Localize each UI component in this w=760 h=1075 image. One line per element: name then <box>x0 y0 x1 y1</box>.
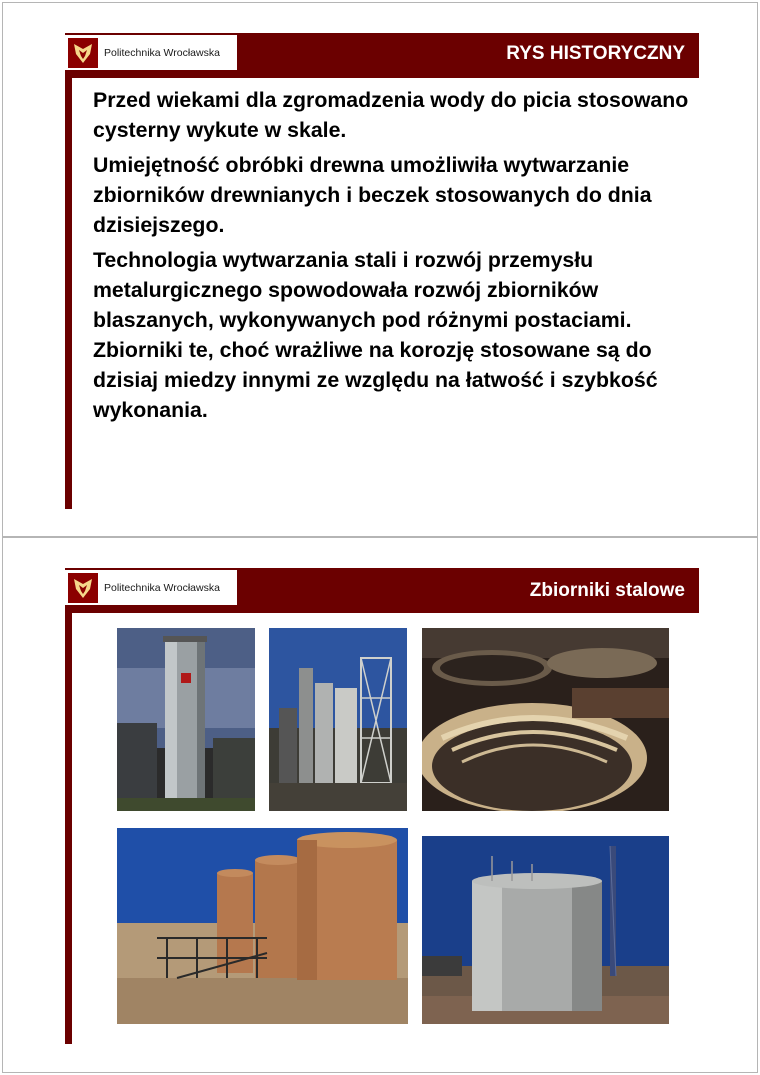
photo-silver-storage-tank <box>422 836 669 1024</box>
slide-1 <box>2 2 758 537</box>
paragraph-3: Technologia wytwarzania stali i rozwój przemysłu metalurgicznego spowodowała rozwój zbiorników blaszanych, wykonywanych pod różnymi postaciami. <box>93 248 632 332</box>
institution-name: Politechnika Wrocławska <box>104 581 220 594</box>
photo-tall-steel-silo <box>117 628 255 811</box>
photo-tank-under-construction <box>422 628 669 811</box>
slide-2-title: Zbiorniki stalowe <box>529 580 685 601</box>
paragraph-1: Przed wiekami dla zgromadzenia wody do picia stosowano cysterny wykute w skale. <box>93 88 689 142</box>
institution-logo <box>65 35 237 70</box>
paragraph-4: Zbiorniki te, choć wrażliwe na korozję stosowane są do dzisiaj miedzy innymi ze względu na łatwość i szybkość wykonania. <box>93 338 658 422</box>
slide-2-left-bar <box>65 568 72 1044</box>
slide-1-left-bar <box>65 33 72 509</box>
slide-2 <box>2 537 758 1073</box>
paragraph-2: Umiejętność obróbki drewna umożliwiła wytwarzanie zbiorników drewnianych i beczek stosowanych do dnia dzisiejszego. <box>93 153 652 237</box>
institution-name: Politechnika Wrocławska <box>104 46 220 59</box>
slide-1-body <box>93 85 703 425</box>
institution-logo <box>65 570 237 605</box>
photo-steel-plant-structures <box>269 628 407 811</box>
photo-brown-storage-tanks <box>117 828 408 1024</box>
eagle-emblem-icon <box>68 38 98 68</box>
eagle-emblem-icon <box>68 573 98 603</box>
slide-1-title: RYS HISTORYCZNY <box>506 43 685 64</box>
